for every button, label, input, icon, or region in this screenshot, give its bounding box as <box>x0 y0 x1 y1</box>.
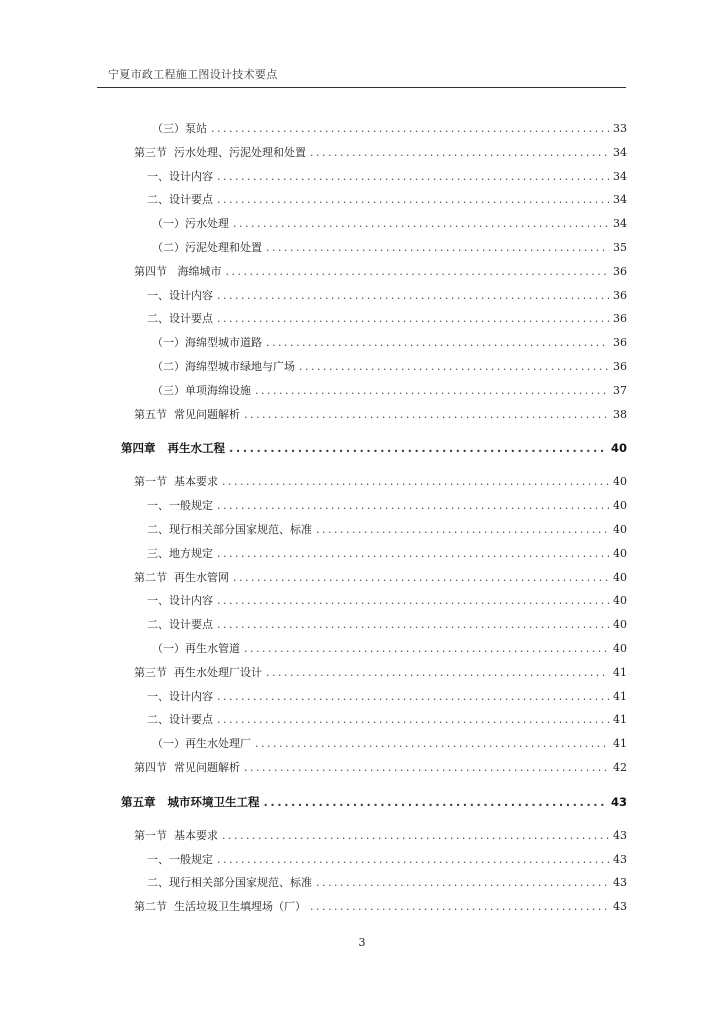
toc-entry-page: 36 <box>613 264 627 278</box>
toc-entry-title: 二、现行相关部分国家规范、标准 <box>147 523 312 536</box>
toc-entry-title: （一）污水处理 <box>152 217 229 231</box>
toc-entry-page: 41 <box>613 737 627 751</box>
toc-entry-title: （一）再生水处理厂 <box>152 737 251 751</box>
toc-entry-title: 一、一般规定 <box>147 852 213 866</box>
dot-leader <box>266 335 609 351</box>
dot-leader <box>266 240 609 256</box>
dot-leader <box>244 641 609 657</box>
toc-entry[interactable] <box>134 474 627 490</box>
toc-entry-page: 43 <box>610 794 627 809</box>
dot-leader <box>217 169 609 185</box>
dot-leader <box>211 121 609 137</box>
dot-leader <box>217 192 609 208</box>
toc-entry[interactable] <box>147 712 627 728</box>
dot-leader <box>299 359 609 375</box>
toc-entry-page: 40 <box>613 594 627 608</box>
toc-entry-title: 三、地方规定 <box>147 546 213 560</box>
toc-entry[interactable] <box>134 828 627 844</box>
page-header-title: 宁夏市政工程施工图设计技术要点 <box>108 68 278 81</box>
toc-entry-title: 第一节 基本要求 <box>134 828 218 842</box>
toc-entry-title: 二、设计要点 <box>147 193 213 207</box>
toc-entry-page: 36 <box>613 312 627 326</box>
toc-entry-page: 40 <box>613 570 627 584</box>
toc-entry[interactable] <box>147 875 627 891</box>
toc-entry-page: 41 <box>613 665 627 679</box>
toc-entry[interactable] <box>134 760 627 776</box>
toc-entry-page: 36 <box>613 336 627 350</box>
toc-entry-title: 二、设计要点 <box>147 713 213 727</box>
dot-leader <box>217 593 609 609</box>
toc-entry-page: 34 <box>613 145 627 159</box>
dot-leader <box>217 288 609 304</box>
toc-entry-page: 37 <box>613 383 627 397</box>
toc-entry[interactable] <box>147 288 627 304</box>
toc-entry[interactable] <box>152 736 627 752</box>
toc-entry-title: 二、设计要点 <box>147 312 213 326</box>
toc-entry[interactable] <box>134 407 627 423</box>
dot-leader <box>229 440 607 456</box>
toc-entry-title: （三）泵站 <box>152 122 207 135</box>
toc-entry-page: 40 <box>613 642 627 655</box>
toc-entry-title: 第四节 海绵城市 <box>134 264 222 278</box>
toc-entry[interactable] <box>152 335 627 351</box>
dot-leader <box>217 498 609 514</box>
toc-chapter-entry[interactable] <box>121 794 627 810</box>
toc-entry-page: 40 <box>613 546 627 560</box>
dot-leader <box>244 407 609 423</box>
page-number: 3 <box>358 936 366 949</box>
toc-entry-title: 第一节 基本要求 <box>134 475 218 489</box>
toc-entry-title: 一、一般规定 <box>147 499 213 513</box>
toc-entry-title: 一、设计内容 <box>147 594 213 608</box>
dot-leader <box>244 760 609 776</box>
toc-entry-page: 34 <box>613 193 627 207</box>
toc-entry[interactable] <box>147 169 627 185</box>
toc-entry-title: 第五节 常见问题解析 <box>134 407 240 421</box>
toc-entry[interactable] <box>147 689 627 705</box>
toc-entry[interactable] <box>134 145 627 161</box>
dot-leader <box>233 216 609 232</box>
toc-entry-page: 40 <box>610 441 627 456</box>
dot-leader <box>217 617 609 633</box>
toc-entry-title: 一、设计内容 <box>147 169 213 183</box>
toc-entry-page: 34 <box>613 217 627 231</box>
toc-entry-title: 第二节 生活垃圾卫生填埋场（厂） <box>134 900 306 914</box>
toc-entry-title: 一、设计内容 <box>147 689 213 703</box>
dot-leader <box>255 736 609 752</box>
toc-entry-title: 第三节 再生水处理厂设计 <box>134 665 262 679</box>
toc-entry[interactable] <box>147 546 627 562</box>
toc-entry-page: 33 <box>613 122 627 135</box>
toc-entry-title: （二）污泥处理和处置 <box>152 241 262 254</box>
dot-leader <box>217 689 609 705</box>
toc-entry-page: 35 <box>613 241 627 254</box>
toc-entry-title: 第三节 污水处理、污泥处理和处置 <box>134 145 306 159</box>
toc-entry-title: 第四章 再生水工程 <box>121 441 226 456</box>
dot-leader <box>217 852 609 868</box>
dot-leader <box>255 383 609 399</box>
toc-entry-page: 41 <box>613 689 627 703</box>
toc-entry-page: 34 <box>613 169 627 183</box>
toc-entry[interactable] <box>152 216 627 232</box>
toc-entry[interactable] <box>152 121 627 137</box>
dot-leader <box>310 145 609 161</box>
toc-entry-page: 41 <box>613 713 627 727</box>
toc-entry[interactable] <box>152 641 627 657</box>
dot-leader <box>266 665 609 681</box>
toc-entry-page: 43 <box>613 828 627 842</box>
dot-leader <box>316 522 609 538</box>
toc-entry-page: 40 <box>613 475 627 489</box>
toc-entry-title: （一）再生水管道 <box>152 642 240 655</box>
toc-entry-title: （一）海绵型城市道路 <box>152 336 262 350</box>
toc-entry-title: （二）海绵型城市绿地与广场 <box>152 360 295 373</box>
toc-entry[interactable] <box>147 498 627 514</box>
toc-entry-title: （三）单项海绵设施 <box>152 383 251 397</box>
dot-leader <box>217 712 609 728</box>
toc-entry-page: 40 <box>613 523 627 536</box>
dot-leader <box>222 828 609 844</box>
toc-entry-title: 第五章 城市环境卫生工程 <box>121 794 260 809</box>
toc-entry-title: 二、设计要点 <box>147 618 213 632</box>
header-rule <box>97 87 626 88</box>
dot-leader <box>217 546 609 562</box>
toc-entry[interactable] <box>152 359 627 375</box>
toc-entry-page: 40 <box>613 499 627 513</box>
toc-entry-page: 36 <box>613 360 627 373</box>
toc-entry-page: 38 <box>613 407 627 421</box>
toc-entry[interactable] <box>147 522 627 538</box>
dot-leader <box>217 311 609 327</box>
dot-leader <box>310 899 609 915</box>
dot-leader <box>222 474 609 490</box>
toc-entry-page: 40 <box>613 618 627 632</box>
toc-entry-page: 43 <box>613 852 627 866</box>
toc-entry[interactable] <box>147 617 627 633</box>
dot-leader <box>226 264 610 280</box>
toc-entry-page: 42 <box>613 761 627 774</box>
toc-entry-page: 36 <box>613 288 627 302</box>
toc-entry[interactable] <box>147 593 627 609</box>
toc-chapter-entry[interactable] <box>121 440 627 456</box>
toc-entry-title: 第四节 常见问题解析 <box>134 761 240 774</box>
dot-leader <box>264 794 607 810</box>
toc-entry[interactable] <box>147 852 627 868</box>
dot-leader <box>316 875 609 891</box>
toc-entry[interactable] <box>134 570 627 586</box>
toc-entry[interactable] <box>147 192 627 208</box>
toc-entry-title: 一、设计内容 <box>147 288 213 302</box>
toc-entry[interactable] <box>134 899 627 915</box>
toc-entry[interactable] <box>152 383 627 399</box>
toc-entry[interactable] <box>147 311 627 327</box>
toc-entry[interactable] <box>152 240 627 256</box>
toc-entry-title: 二、现行相关部分国家规范、标准 <box>147 876 312 890</box>
toc-entry-title: 第二节 再生水管网 <box>134 570 229 584</box>
toc-entry[interactable] <box>134 264 627 280</box>
toc-entry-page: 43 <box>613 876 627 890</box>
dot-leader <box>233 570 609 586</box>
toc-entry[interactable] <box>134 665 627 681</box>
toc-entry-page: 43 <box>613 900 627 914</box>
